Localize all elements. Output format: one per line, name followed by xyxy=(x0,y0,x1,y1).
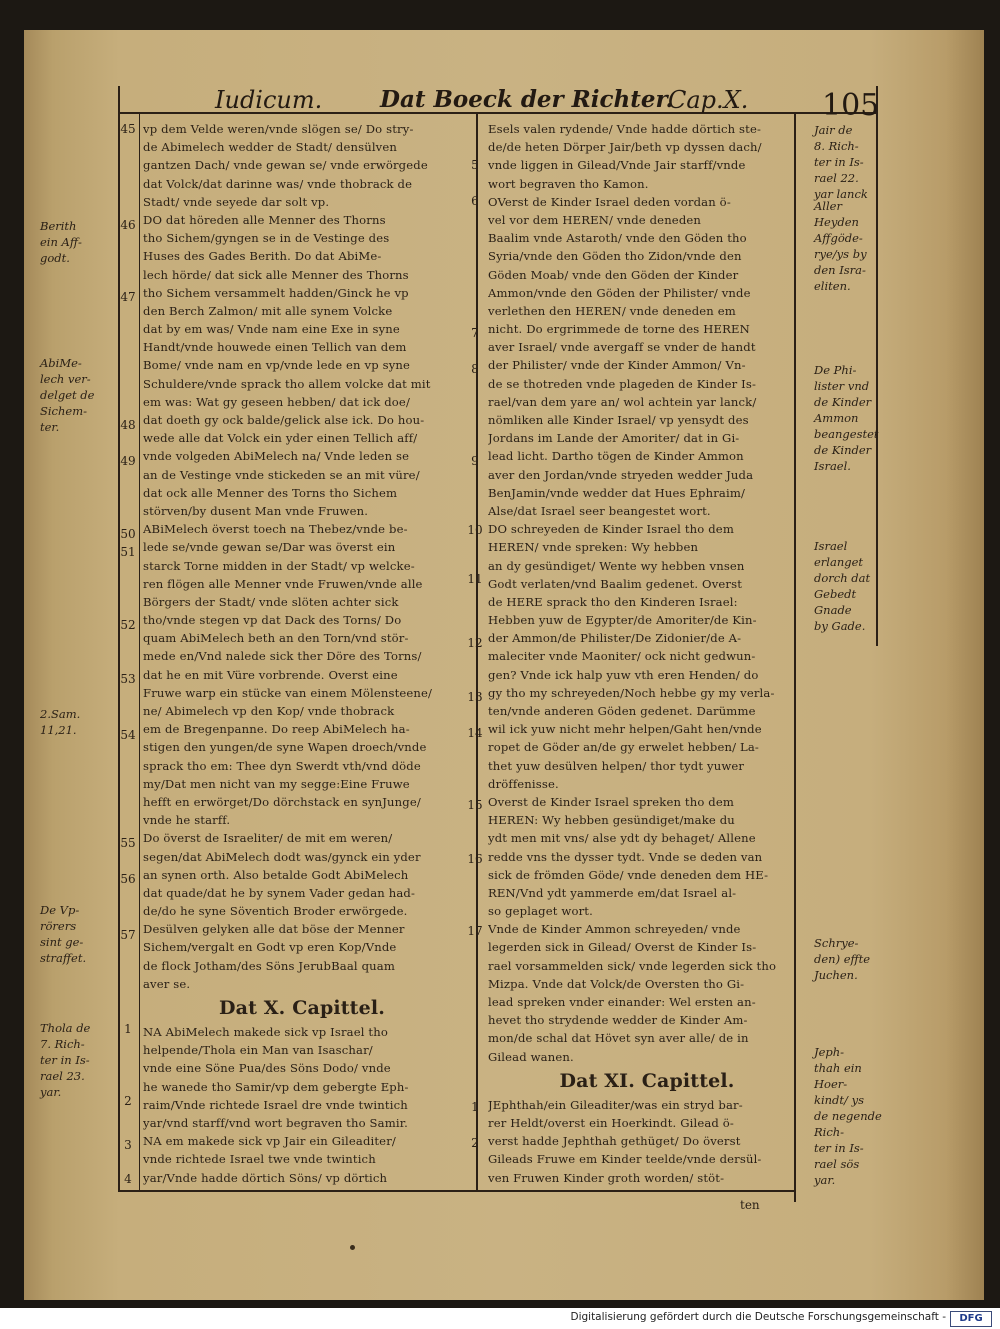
text-line: Huses des Gades Berith. Do dat AbiMe- xyxy=(143,249,382,264)
verse-number: 56 xyxy=(120,872,136,886)
text-line: stigen den yungen/de syne Wapen droech/vnde xyxy=(143,740,427,755)
text-line: an de Vestinge vnde stickeden se an mit vüre/ xyxy=(143,467,420,482)
text-line: de se thotreden vnde plageden de Kinder Is- xyxy=(488,376,757,391)
verse-number: 50 xyxy=(120,527,136,541)
text-line: vnde liggen in Gilead/Vnde Jair starff/vnde xyxy=(488,158,746,173)
text-line: verlethen den HEREN/ vnde deneden em xyxy=(488,303,736,318)
verse-number: 53 xyxy=(120,672,136,686)
text-line: ropet de Göder an/de gy erwelet hebben/ La- xyxy=(488,740,759,755)
text-line: rer Heldt/overst ein Hoerkindt. Gilead ö- xyxy=(488,1115,734,1130)
running-head-title: Dat Boeck der Richter. xyxy=(380,86,674,113)
text-line: OVerst de Kinder Israel deden vordan ö- xyxy=(488,194,731,209)
text-line: dat doeth gy ock balde/gelick alse ick. Do hou- xyxy=(143,413,425,427)
text-line: Hebben yuw de Egypter/de Amoriter/de Kin- xyxy=(488,613,757,628)
text-line: lead licht. Dartho tögen de Kinder Ammon xyxy=(488,449,744,464)
verse-number: 47 xyxy=(120,290,136,304)
text-line: dat Volck/dat darinne was/ vnde thobrack de xyxy=(143,176,413,191)
text-line: der Ammon/de Philister/De Zidonier/de A- xyxy=(488,631,742,646)
text-line: gy tho my schreyeden/Noch hebbe gy my verla- xyxy=(488,685,775,700)
verse-number: 4 xyxy=(124,1172,132,1186)
verse-number: 15 xyxy=(467,798,483,812)
text-line: aver Israel/ vnde avergaff se vnder de handt xyxy=(488,340,756,355)
text-line: de flock Jotham/des Söns JerubBaal quam xyxy=(143,958,395,973)
text-line: vel vor dem HEREN/ vnde deneden xyxy=(488,212,702,227)
text-line: Overst de Kinder Israel spreken tho dem xyxy=(488,794,735,809)
text-line: thet yuw desülven helpen/ thor tydt yuwer xyxy=(488,758,745,773)
margin-gloss: Berith ein Aff- godt. xyxy=(40,219,82,265)
text-line: rael/van dem yare an/ wol achtein yar lanck/ xyxy=(488,394,757,409)
text-line: Baalim vnde Astaroth/ vnde den Göden tho xyxy=(488,231,747,246)
right-text-column xyxy=(488,120,806,1187)
margin-gloss: AbiMe- lech ver- delget de Sichem- ter. xyxy=(40,356,95,434)
text-line: tho Sichem versammelt hadden/Ginck he vp xyxy=(143,285,409,300)
column-divider xyxy=(476,112,478,1192)
running-head-left: Iudicum. xyxy=(215,86,323,114)
text-line: tho/vnde stegen vp dat Dack des Torns/ Do xyxy=(143,613,402,628)
text-line: ven Fruwen Kinder groth worden/ stöt- xyxy=(488,1170,725,1185)
text-line: maleciter vnde Maoniter/ ock nicht gedwun- xyxy=(488,649,756,664)
text-line: de/de heten Dörper Jair/beth vp dyssen dach/ xyxy=(488,140,762,155)
text-line: lede se/vnde gewan se/Dar was överst ein xyxy=(143,540,396,555)
verse-number: 2 xyxy=(471,1136,479,1150)
margin-gloss: De Phi- lister vnd de Kinder Ammon beangestet de Kinder Israel. xyxy=(814,363,879,473)
text-line: den Berch Zalmon/ mit alle synem Volcke xyxy=(143,303,393,318)
verse-number: 55 xyxy=(120,836,136,850)
left-text-column xyxy=(143,120,461,1187)
verse-number: 48 xyxy=(120,418,136,432)
frame-bottom-rule xyxy=(118,1190,794,1192)
text-line: sick de frömden Göde/ vnde deneden dem HE- xyxy=(488,867,769,882)
text-line: lech hörde/ dat sick alle Menner des Thorns xyxy=(143,267,409,282)
text-line: legerden sick in Gilead/ Overst de Kinder Is- xyxy=(488,940,757,955)
text-line: dat ock alle Menner des Torns tho Sichem xyxy=(143,485,398,500)
verse-number: 11 xyxy=(467,572,483,586)
verse-number: 13 xyxy=(467,690,483,704)
verse-number: 16 xyxy=(467,852,483,866)
text-line: Alse/dat Israel seer beangestet wort. xyxy=(488,503,711,518)
text-line: Handt/vnde houwede einen Tellich van dem xyxy=(143,340,407,355)
text-line: Vnde de Kinder Ammon schreyeden/ vnde xyxy=(488,922,741,937)
text-line: so geplaget wort. xyxy=(488,904,593,919)
text-line: gen? Vnde ick halp yuw vth eren Henden/ do xyxy=(488,667,759,682)
text-line: der Philister/ vnde der Kinder Ammon/ Vn- xyxy=(488,358,746,373)
text-line: yar/vnd starff/vnd wort begraven tho Samir. xyxy=(143,1115,408,1130)
text-line: tho Sichem/gyngen se in de Vestinge des xyxy=(143,231,390,246)
text-line: Syria/vnde den Göden tho Zidon/vnde den xyxy=(488,249,742,264)
text-line: JEphthah/ein Gileaditer/was ein stryd bar- xyxy=(488,1097,743,1112)
text-line: hevet tho strydende wedder de Kinder Am- xyxy=(488,1013,748,1028)
page-number: 105 xyxy=(822,88,880,123)
verse-number: 12 xyxy=(467,636,483,650)
verse-number: 17 xyxy=(467,924,483,938)
margin-gloss: Schrye- den) effte Juchen. xyxy=(814,936,871,982)
margin-gloss: Jair de 8. Rich- ter in Is- rael 22. yar lanck xyxy=(814,123,868,201)
text-line: ABiMelech överst toech na Thebez/vnde be- xyxy=(143,522,408,537)
text-line: Bome/ vnde nam en vp/vnde lede en vp syne xyxy=(143,358,411,373)
text-line: wil ick yuw nicht mehr helpen/Gaht hen/vnde xyxy=(488,722,762,737)
text-line: Göden Moab/ vnde den Göden der Kinder xyxy=(488,267,739,282)
text-line: vnde eine Söne Pua/des Söns Dodo/ vnde xyxy=(143,1061,391,1076)
text-line: an dy gesündiget/ Wente wy hebben vnsen xyxy=(488,558,745,573)
text-line: dat quade/dat he by synem Vader gedan had- xyxy=(143,885,416,900)
text-line: dat he en mit Vüre vorbrende. Overst eine xyxy=(143,667,398,682)
verse-number: 49 xyxy=(120,454,136,468)
text-line: Sichem/vergalt en Godt vp eren Kop/Vnde xyxy=(143,940,397,955)
verse-number: 1 xyxy=(124,1022,132,1036)
text-line: an synen orth. Also betalde Godt AbiMelech xyxy=(143,867,409,882)
margin-gloss: De Vp- rörers sint ge- straffet. xyxy=(40,903,87,965)
text-line: sprack tho em: Thee dyn Swerdt vth/vnd döde xyxy=(143,758,421,773)
text-line: aver se. xyxy=(143,976,191,991)
text-line: DO schreyeden de Kinder Israel tho dem xyxy=(488,522,734,537)
text-line: em was: Wat gy geseen hebben/ dat ick doe/ xyxy=(143,394,410,409)
text-line: rael vorsammelden sick/ vnde legerden sick tho xyxy=(488,958,777,973)
text-line: helpende/Thola ein Man van Isaschar/ xyxy=(143,1043,373,1058)
text-line: wort begraven tho Kamon. xyxy=(488,176,649,191)
text-line: DO dat höreden alle Menner des Thorns xyxy=(143,212,386,227)
margin-gloss: Israel erlanget dorch dat Gebedt Gnade by Gade. xyxy=(814,539,871,633)
text-line: Mizpa. Vnde dat Volck/de Oversten tho Gi- xyxy=(488,976,745,991)
text-line: mede en/Vnd nalede sick ther Döre des Torns/ xyxy=(143,649,422,664)
text-line: Schuldere/vnde sprack tho allem volcke dat mit xyxy=(143,376,431,391)
verse-number: 6 xyxy=(471,194,479,208)
text-line: vp dem Velde weren/vnde slögen se/ Do stry- xyxy=(143,122,414,136)
text-line: Fruwe warp ein stücke van einem Mölensteene/ xyxy=(143,685,433,700)
text-line: Jordans im Lande der Amoriter/ dat in Gi- xyxy=(488,431,740,446)
running-head-chapter: Cap.X. xyxy=(668,86,749,114)
text-line: nicht. Do ergrimmede de torne des HEREN xyxy=(488,322,750,337)
text-line: redde vns the dysser tydt. Vnde se deden van xyxy=(488,849,763,864)
digitization-footer xyxy=(0,1308,1000,1329)
text-line: ne/ Abimelech vp den Kop/ vnde thobrack xyxy=(143,704,395,718)
verse-number: 45 xyxy=(120,122,136,136)
text-line: lead spreken vnder einander: Wel ersten an- xyxy=(488,995,756,1009)
text-line: vnde volgeden AbiMelech na/ Vnde leden se xyxy=(143,449,410,464)
text-line: verst hadde Jephthah gethüget/ Do överst xyxy=(488,1134,741,1149)
dfg-logo-icon: DFG xyxy=(950,1311,992,1327)
footer-credit: Digitalisierung gefördert durch die Deutsche Forschungsgemeinschaft - xyxy=(570,1311,946,1323)
text-line: yar/Vnde hadde dörtich Söns/ vp dörtich xyxy=(143,1170,388,1185)
text-line: em de Bregenpanne. Do reep AbiMelech ha- xyxy=(143,722,410,737)
verse-number: 54 xyxy=(120,728,136,742)
text-line: quam AbiMelech beth an den Torn/vnd stör- xyxy=(143,631,409,646)
text-line: de Abimelech wedder de Stadt/ densülven xyxy=(143,140,398,155)
text-line: aver den Jordan/vnde stryeden wedder Juda xyxy=(488,467,754,482)
text-line: Godt verlaten/vnd Baalim gedenet. Overst xyxy=(488,576,743,591)
text-line: vnde he starff. xyxy=(143,813,231,828)
verse-number: 52 xyxy=(120,618,136,632)
text-line: Stadt/ vnde seyede dar solt vp. xyxy=(143,194,330,209)
text-line: Ammon/vnde den Göden der Philister/ vnde xyxy=(488,285,751,300)
margin-gloss: Aller Heyden Affgöde- rye/ys by den Isra- eliten. xyxy=(814,199,867,293)
margin-gloss: Thola de 7. Rich- ter in Is- rael 23. yar. xyxy=(40,1021,91,1099)
ink-mark xyxy=(350,1245,355,1250)
text-line: ydt men mit vns/ alse ydt dy behaget/ Allene xyxy=(488,831,756,846)
verse-number: 57 xyxy=(120,928,136,942)
verse-number: 51 xyxy=(120,545,136,559)
margin-gloss: 2.Sam. 11,21. xyxy=(40,707,81,737)
text-line: ren flögen alle Menner vnde Fruwen/vnde alle xyxy=(143,576,423,591)
text-line: Do överst de Israeliter/ de mit em weren/ xyxy=(143,831,393,846)
text-line: hefft en erwörget/Do dörchstack en synJunge/ xyxy=(143,794,421,809)
text-line: vnde richtede Israel twe vnde twintich xyxy=(143,1152,376,1167)
text-line: störven/by dusent Man vnde Fruwen. xyxy=(143,503,369,518)
text-line: nömliken alle Kinder Israel/ vp yensydt des xyxy=(488,413,749,427)
verse-number: 1 xyxy=(471,1100,479,1114)
margin-gloss: Jeph- thah ein Hoer- kindt/ ys de negende Rich- ter in Is- rael sös yar. xyxy=(814,1045,882,1187)
text-line: ten/vnde anderen Göden gedenet. Darümme xyxy=(488,704,756,718)
chapter-heading: Dat XI. Capittel. xyxy=(559,1069,735,1092)
text-line: wede alle dat Volck ein yder einen Tellich aff/ xyxy=(143,431,418,446)
text-line: starck Torne midden in der Stadt/ vp welcke- xyxy=(143,558,415,573)
text-line: dröffenisse. xyxy=(488,776,559,791)
verse-number: 5 xyxy=(471,158,479,172)
text-line: Börgers der Stadt/ vnde slöten achter sick xyxy=(143,594,399,609)
chapter-heading: Dat X. Capittel. xyxy=(219,997,385,1019)
text-line: segen/dat AbiMelech dodt was/gynck ein yder xyxy=(143,849,421,864)
verse-number: 8 xyxy=(471,362,479,376)
text-line: gantzen Dach/ vnde gewan se/ vnde erwörgede xyxy=(143,158,428,173)
verse-number: 46 xyxy=(120,218,136,232)
text-line: my/Dat men nicht van my segge:Eine Fruwe xyxy=(143,776,410,791)
text-line: Desülven gelyken alle dat böse der Menner xyxy=(143,922,405,937)
text-line: NA AbiMelech makede sick vp Israel tho xyxy=(143,1025,388,1039)
verse-number: 14 xyxy=(467,726,483,740)
text-line: REN/Vnd ydt yammerde em/dat Israel al- xyxy=(488,885,737,900)
verse-number: 10 xyxy=(467,523,483,537)
text-line: HEREN/ vnde spreken: Wy hebben xyxy=(488,540,699,555)
verse-number: 9 xyxy=(471,454,479,468)
text-line: Gileads Fruwe em Kinder teelde/vnde dersül- xyxy=(488,1152,762,1167)
verse-number: 7 xyxy=(471,326,479,340)
text-line: raim/Vnde richtede Israel dre vnde twintich xyxy=(143,1097,408,1112)
text-line: de/do he syne Söventich Broder erwörgede. xyxy=(143,904,408,919)
text-line: de HERE sprack tho den Kinderen Israel: xyxy=(488,594,738,609)
text-line: HEREN: Wy hebben gesündiget/make du xyxy=(488,813,735,828)
left-verse-rule xyxy=(139,112,140,1192)
text-line: Gilead wanen. xyxy=(488,1049,574,1064)
text-line: dat by em was/ Vnde nam eine Exe in syne xyxy=(143,322,400,337)
text-line: he wanede tho Samir/vp dem gebergte Eph- xyxy=(143,1079,409,1094)
text-line: NA em makede sick vp Jair ein Gileaditer/ xyxy=(143,1134,396,1149)
verse-number: 2 xyxy=(124,1094,132,1108)
text-line: mon/de schal dat Hövet syn aver alle/ de in xyxy=(488,1031,749,1046)
verse-number: 3 xyxy=(124,1138,132,1152)
text-line: Esels valen rydende/ Vnde hadde dörtich ste- xyxy=(488,122,762,136)
catchword: ten xyxy=(740,1198,760,1212)
text-line: BenJamin/vnde wedder dat Hues Ephraim/ xyxy=(488,485,746,500)
